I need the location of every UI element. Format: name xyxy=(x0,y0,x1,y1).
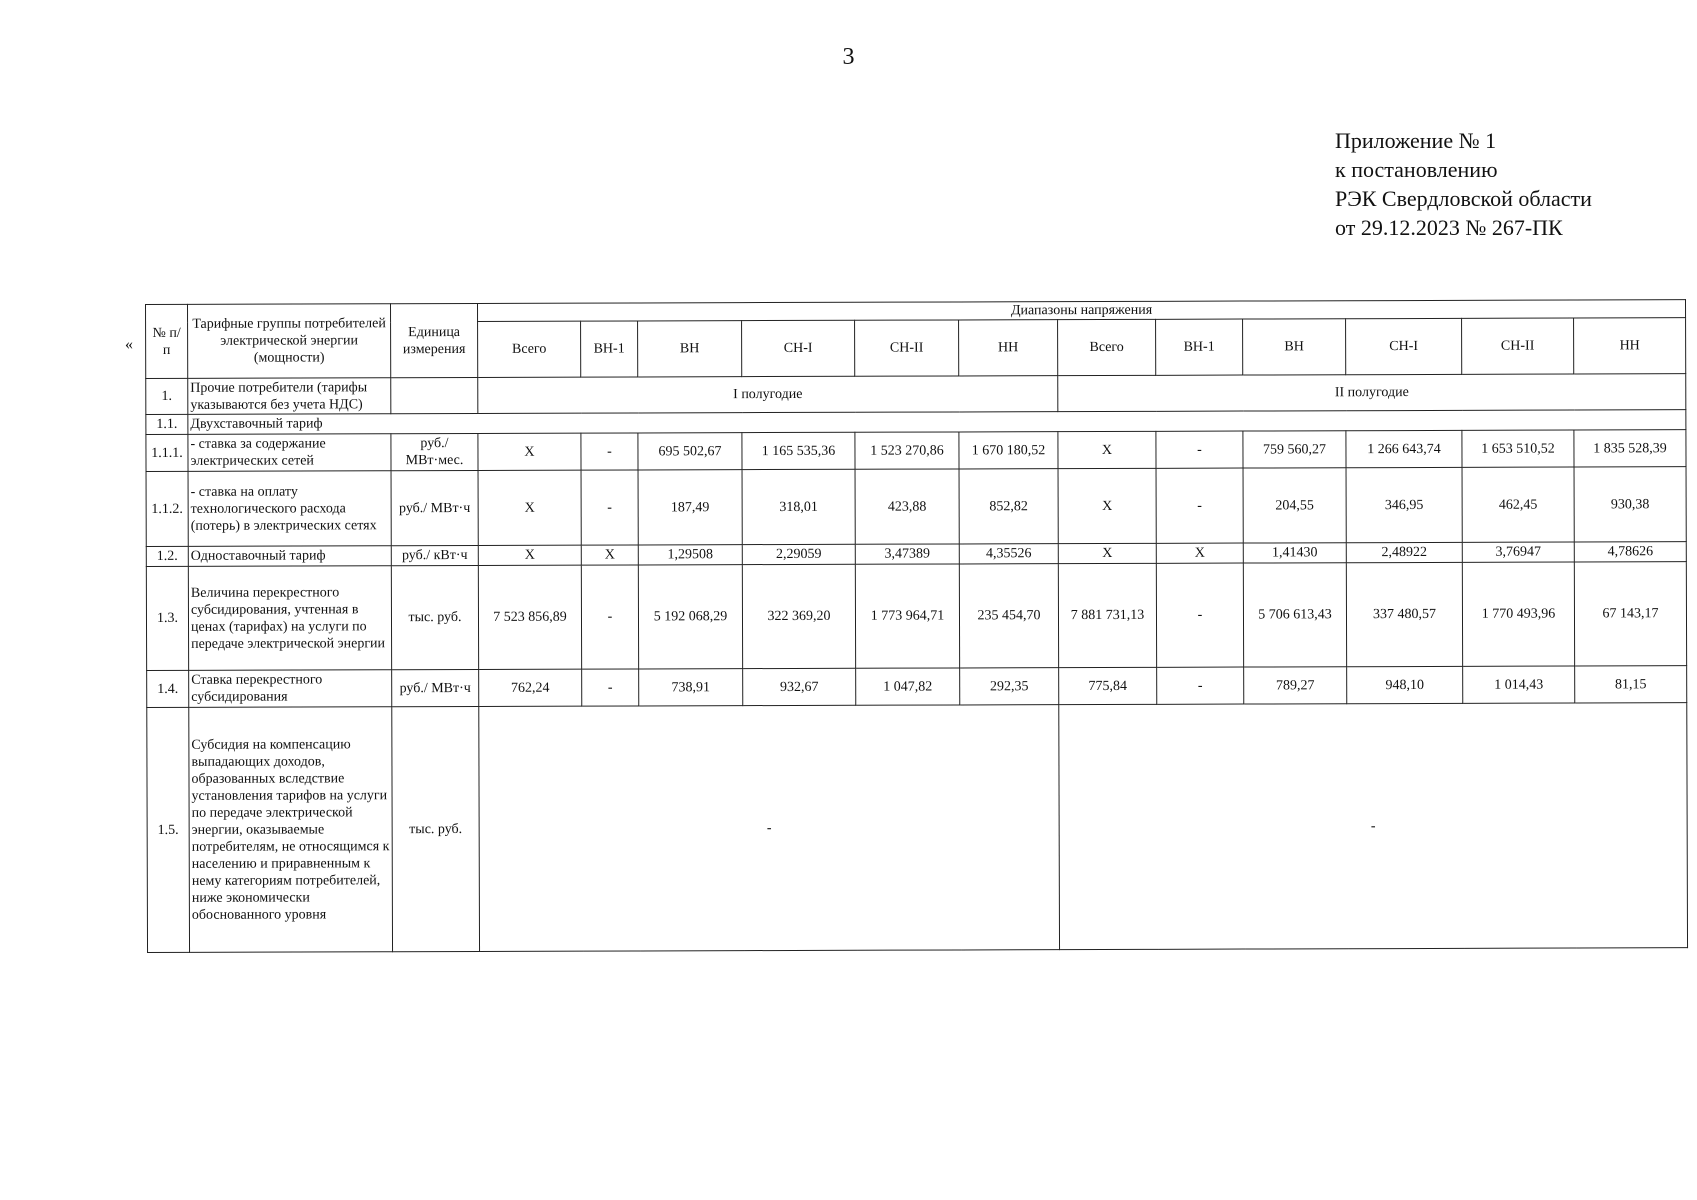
cell-value: 695 502,67 xyxy=(638,433,742,470)
header-h2-sn1: СН-I xyxy=(1346,318,1462,374)
header-h2-vn1: ВН-1 xyxy=(1156,319,1243,375)
page-number: 3 xyxy=(842,44,855,70)
cell-value: 1 670 180,52 xyxy=(959,432,1058,469)
cell-value: 204,55 xyxy=(1243,468,1346,543)
row-unit: руб./ МВт·ч xyxy=(392,669,479,706)
cell-value: 1 047,82 xyxy=(856,668,960,705)
appendix-line-2: к постановлению xyxy=(1335,157,1498,182)
header-h1-total: Всего xyxy=(478,321,581,377)
cell-value: 423,88 xyxy=(855,469,959,544)
cell-value: 3,76947 xyxy=(1462,542,1574,562)
row-num: 1.2. xyxy=(146,546,188,566)
cell-value: 1 165 535,36 xyxy=(742,432,855,469)
cell-value: 3,47389 xyxy=(855,544,959,564)
cell-value: 930,38 xyxy=(1574,467,1686,542)
cell-value: 1 266 643,74 xyxy=(1346,430,1462,467)
header-h2-sn2: СН-II xyxy=(1462,318,1574,374)
cell-value: 852,82 xyxy=(959,469,1058,544)
cell-value: - xyxy=(581,565,638,669)
cell-value: 7 523 856,89 xyxy=(478,565,581,669)
cell-value: 7 881 731,13 xyxy=(1058,563,1156,667)
table-row-1-4 xyxy=(147,666,1687,708)
cell-value: 235 454,70 xyxy=(959,564,1058,668)
header-num: № п/п xyxy=(146,304,188,378)
cell-value: X xyxy=(1156,543,1243,563)
cell-value: 5 706 613,43 xyxy=(1243,563,1346,667)
cell-value: - xyxy=(1156,563,1243,667)
table-row-1-5 xyxy=(147,703,1688,953)
header-h1-sn2: СН-II xyxy=(855,320,959,376)
row-name: Ставка перекрестного субсидирования xyxy=(189,670,392,708)
cell-value: 1 653 510,52 xyxy=(1462,430,1574,467)
cell-value: X xyxy=(478,433,581,470)
cell-value: 1 773 964,71 xyxy=(855,564,959,668)
cell-value: 187,49 xyxy=(638,470,742,545)
cell-value: - xyxy=(1156,431,1243,468)
cell-value: - xyxy=(1157,667,1244,704)
header-unit: Единица измерения xyxy=(391,303,478,377)
cell-value: 1 014,43 xyxy=(1463,666,1575,703)
row-unit: тыс. руб. xyxy=(391,565,478,669)
cell-value: X xyxy=(478,545,581,565)
row-num: 1.3. xyxy=(146,566,188,670)
row-unit-empty xyxy=(391,377,478,413)
cell-value: 2,29059 xyxy=(742,544,855,564)
cell-value: X xyxy=(581,545,638,565)
cell-value: 318,01 xyxy=(742,469,855,544)
header-h2-total: Всего xyxy=(1058,319,1156,375)
header-h2-vn: ВН xyxy=(1243,319,1346,375)
half-year-2-value: - xyxy=(1059,703,1688,950)
half-year-1-label: I полугодие xyxy=(478,376,1058,414)
cell-value: - xyxy=(581,470,638,545)
row-name: Субсидия на компенсацию выпадающих доходов, образованных вследствие установления тарифов на услуги по передаче электрической энергии, оказываемые потребителям, не относящимся к населению и приравненным к нему категориям потребителей, ниже экономически обоснованного уровня xyxy=(189,707,393,953)
table-row-1-1-1 xyxy=(146,430,1686,472)
row-num: 1.5. xyxy=(147,707,190,952)
tariff-table xyxy=(145,299,1688,953)
cell-value: 292,35 xyxy=(960,668,1059,705)
row-num: 1.1.1. xyxy=(146,434,188,471)
header-h1-vn1: ВН-1 xyxy=(581,321,638,377)
row-name: - ставка на оплату технологического расхода (потерь) в электрических сетях xyxy=(188,471,391,547)
row-name: Двухставочный тариф xyxy=(188,410,1686,435)
table-row-1-1-2 xyxy=(146,467,1686,547)
appendix-line-3: РЭК Свердловской области xyxy=(1335,186,1592,211)
cell-value: X xyxy=(1058,543,1156,563)
cell-value: 2,48922 xyxy=(1346,542,1462,562)
cell-value: 1,41430 xyxy=(1243,543,1346,563)
cell-value: 346,95 xyxy=(1346,467,1462,542)
cell-value: 1 835 528,39 xyxy=(1574,430,1686,467)
cell-value: X xyxy=(1058,468,1156,543)
row-num: 1.4. xyxy=(147,670,189,707)
cell-value: X xyxy=(1058,431,1156,468)
row-num: 1. xyxy=(146,378,188,414)
row-num: 1.1.2. xyxy=(146,471,188,546)
cell-value: - xyxy=(582,669,639,706)
row-unit: тыс. руб. xyxy=(392,706,480,951)
cell-value: 1,29508 xyxy=(638,545,742,565)
row-name: Одноставочный тариф xyxy=(188,546,391,567)
row-unit: руб./ МВт·мес. xyxy=(391,433,478,470)
half-year-1-value: - xyxy=(479,705,1060,952)
header-h1-sn1: СН-I xyxy=(742,320,855,376)
cell-value: 4,35526 xyxy=(959,544,1058,564)
cell-value: 1 523 270,86 xyxy=(855,432,959,469)
appendix-line-1: Приложение № 1 xyxy=(1335,128,1497,153)
cell-value: - xyxy=(1156,468,1243,543)
cell-value: 81,15 xyxy=(1575,666,1687,703)
header-h2-nn: НН xyxy=(1574,318,1686,374)
cell-value: 948,10 xyxy=(1347,666,1463,703)
table-row-1-3 xyxy=(146,562,1686,671)
cell-value: 762,24 xyxy=(479,669,582,706)
table-row-section-1 xyxy=(146,374,1686,415)
cell-value: 462,45 xyxy=(1462,467,1574,542)
cell-value: 775,84 xyxy=(1059,667,1157,704)
appendix-header xyxy=(1335,126,1592,242)
opening-quote: « xyxy=(125,336,133,353)
cell-value: 1 770 493,96 xyxy=(1462,562,1574,666)
row-name: Величина перекрестного субсидирования, учтенная в ценах (тарифах) на услуги по передаче электрической энергии xyxy=(188,566,391,671)
row-name: Прочие потребители (тарифы указываются без учета НДС) xyxy=(188,378,391,415)
cell-value: 322 369,20 xyxy=(742,564,855,668)
half-year-2-label: II полугодие xyxy=(1058,374,1686,412)
cell-value: 67 143,17 xyxy=(1574,562,1686,666)
cell-value: - xyxy=(581,433,638,470)
row-unit: руб./ кВт·ч xyxy=(391,545,478,565)
cell-value: 337 480,57 xyxy=(1346,562,1462,666)
header-voltage-ranges: Диапазоны напряжения xyxy=(477,300,1685,322)
appendix-line-4: от 29.12.2023 № 267-ПК xyxy=(1335,215,1563,240)
header-groups: Тарифные группы потребителей электрической энергии (мощности) xyxy=(188,304,391,379)
row-name: - ставка за содержание электрических сетей xyxy=(188,434,391,472)
cell-value: X xyxy=(478,470,581,545)
row-num: 1.1. xyxy=(146,414,188,434)
cell-value: 4,78626 xyxy=(1574,542,1686,562)
cell-value: 5 192 068,29 xyxy=(638,565,742,669)
header-h1-vn: ВН xyxy=(638,321,742,377)
cell-value: 932,67 xyxy=(743,668,856,705)
cell-value: 789,27 xyxy=(1244,667,1347,704)
row-unit: руб./ МВт·ч xyxy=(391,470,478,545)
cell-value: 738,91 xyxy=(639,669,743,706)
header-h1-nn: НН xyxy=(959,320,1058,376)
cell-value: 759 560,27 xyxy=(1243,431,1346,468)
